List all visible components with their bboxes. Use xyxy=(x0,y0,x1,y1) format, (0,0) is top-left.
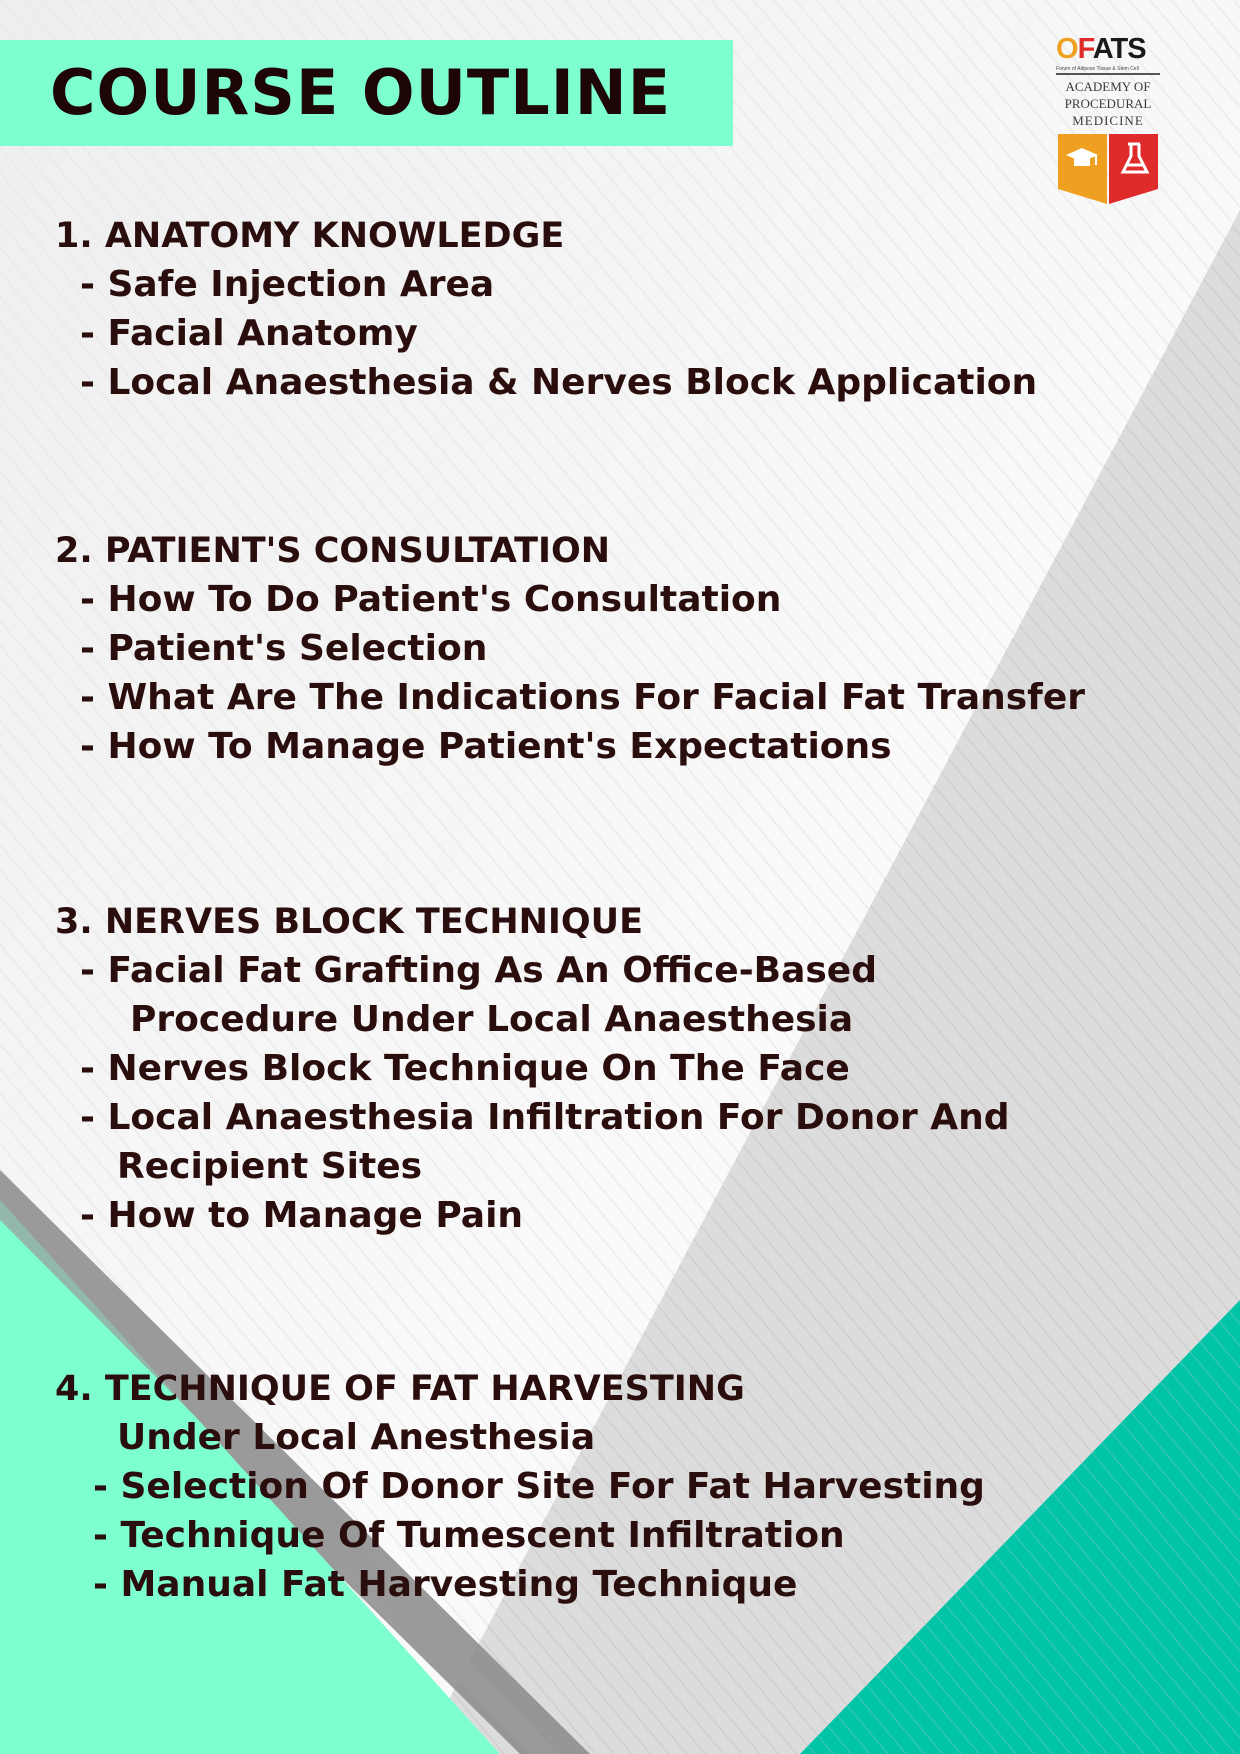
list-item: - Patient's Selection xyxy=(80,628,488,669)
logo-shield xyxy=(1058,134,1158,204)
section-subheading: Under Local Anesthesia xyxy=(117,1417,596,1458)
list-item: - Local Anaesthesia & Nerves Block Application xyxy=(80,362,1038,403)
list-item-continuation: Recipient Sites xyxy=(117,1146,423,1187)
list-item: - Manual Fat Harvesting Technique xyxy=(93,1564,798,1605)
list-item: - Nerves Block Technique On The Face xyxy=(80,1048,850,1089)
list-item: - What Are The Indications For Facial Fat Transfer xyxy=(80,677,1086,718)
list-item: - How To Do Patient's Consultation xyxy=(80,579,782,620)
section-heading: 2. PATIENT'S CONSULTATION xyxy=(55,531,611,571)
list-item: - How To Manage Patient's Expectations xyxy=(80,726,892,767)
list-item: - Safe Injection Area xyxy=(80,264,495,305)
section-heading: 3. NERVES BLOCK TECHNIQUE xyxy=(55,902,644,942)
section-heading: 1. ANATOMY KNOWLEDGE xyxy=(55,216,565,256)
list-item: - Local Anaesthesia Infiltration For Donor And xyxy=(80,1097,1010,1138)
section-heading: 4. TECHNIQUE OF FAT HARVESTING xyxy=(55,1369,745,1409)
page-title: COURSE OUTLINE xyxy=(50,56,672,129)
list-item: - Facial Anatomy xyxy=(80,313,418,354)
logo-tagline: Forum of Adipose Tissue & Stem Cell xyxy=(1056,66,1139,72)
fats-academy-logo xyxy=(1056,32,1160,202)
logo-wordmark: OFATS xyxy=(1056,33,1146,65)
list-item-continuation: Procedure Under Local Anaesthesia xyxy=(130,999,854,1040)
list-item: - Technique Of Tumescent Infiltration xyxy=(93,1515,845,1556)
logo-academy-text: ACADEMY OF PROCEDURAL MEDICINE xyxy=(1064,79,1152,128)
logo-divider xyxy=(1056,73,1160,75)
list-item: - Selection Of Donor Site For Fat Harvesting xyxy=(93,1466,985,1507)
list-item: - How to Manage Pain xyxy=(80,1195,524,1236)
list-item: - Facial Fat Grafting As An Office-Based xyxy=(80,950,877,991)
